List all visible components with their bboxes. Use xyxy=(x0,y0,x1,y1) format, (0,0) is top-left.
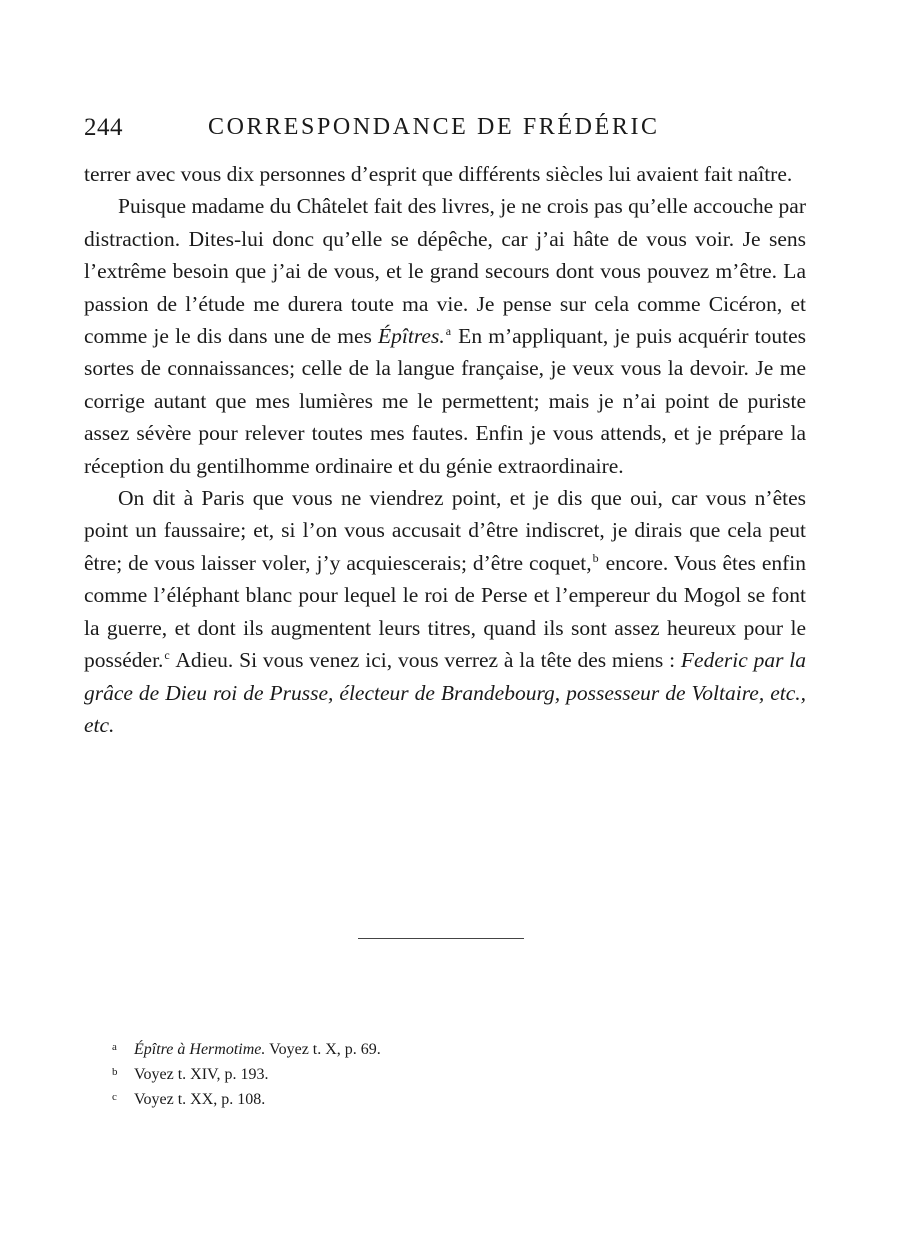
footnote-ref-a[interactable]: a xyxy=(445,324,452,339)
paragraph-chatelet xyxy=(84,190,806,482)
paragraph-text: Adieu. Si vous venez ici, vous verrez à la tête des miens : xyxy=(170,648,681,673)
page-number: 244 xyxy=(84,114,123,141)
footnote-a xyxy=(112,1036,672,1061)
footnotes xyxy=(112,1036,672,1111)
paragraph-text: encore. Vous êtes enfin comme l’éléphant blanc pour lequel le roi de Perse et l’empereur du Mogol se font la guerre, et dont ils augmentent leurs titres, quand ils sont assez heureux pour le posséder. xyxy=(84,550,807,673)
italic-epitres: Épîtres. xyxy=(378,324,445,349)
footnote-text: Voyez t. XIV, p. 193. xyxy=(134,1066,269,1083)
footnote-c xyxy=(112,1086,672,1111)
paragraph-text: Puisque madame du Châtelet fait des livres, je ne crois pas qu’elle accouche par distraction. Dites-lui donc qu’elle se dépêche, car j’ai hâte de vous voir. Je sens l’extrême besoin que j’ai de vous, et le grand secours dont vous pouvez m’être. La passion de l’étude me durera toute ma vie. Je pense sur cela comme Cicéron, et comme je le dis dans une de mes xyxy=(84,194,806,349)
italic-royal-title: Federic par la grâce de Dieu roi de Prusse, électeur de Brandebourg, possesseur de Voltaire, etc., etc. xyxy=(84,648,806,737)
paragraph-text: En m’appliquant, je puis acquérir toutes sortes de connaissances; celle de la langue française, je veux vous la devoir. Je me corrige autant que mes lumières me le permettent; mais je n’ai point de puriste assez sévère pour relever toutes mes fautes. Enfin je vous attends, et je prépare la réception du gentilhomme ordinaire et du génie extraordinaire. xyxy=(84,324,806,478)
paragraph-text: terrer avec vous dix personnes d’esprit que différents siècles lui avaient fait naître. xyxy=(84,162,793,186)
footnote-ref-b[interactable]: b xyxy=(592,550,599,565)
running-title: CORRESPONDANCE DE FRÉDÉRIC xyxy=(208,114,660,140)
paragraph-paris xyxy=(84,482,806,741)
footnote-italic: Épître à Hermotime. xyxy=(134,1041,266,1058)
running-head xyxy=(84,112,806,146)
footnote-text: Voyez t. XX, p. 108. xyxy=(134,1091,266,1108)
footnote-ref-c[interactable]: c xyxy=(164,648,170,663)
footnote-text: Voyez t. X, p. 69. xyxy=(265,1041,381,1058)
letter-body xyxy=(84,158,806,741)
footnote-b xyxy=(112,1061,672,1086)
paragraph-continuation xyxy=(84,158,806,190)
footnote-mark: c xyxy=(112,1091,117,1103)
footnote-mark: b xyxy=(112,1066,118,1078)
footnote-separator-rule xyxy=(358,938,524,939)
footnote-mark: a xyxy=(112,1041,117,1053)
paragraph-text: On dit à Paris que vous ne viendrez point, et je dis que oui, car vous n’êtes point un faussaire; et, si l’on vous accusait d’être indiscret, je dirais que cela peut être; de vous laisser voler, j’y acquiescerais; d’être coquet, xyxy=(84,486,806,575)
